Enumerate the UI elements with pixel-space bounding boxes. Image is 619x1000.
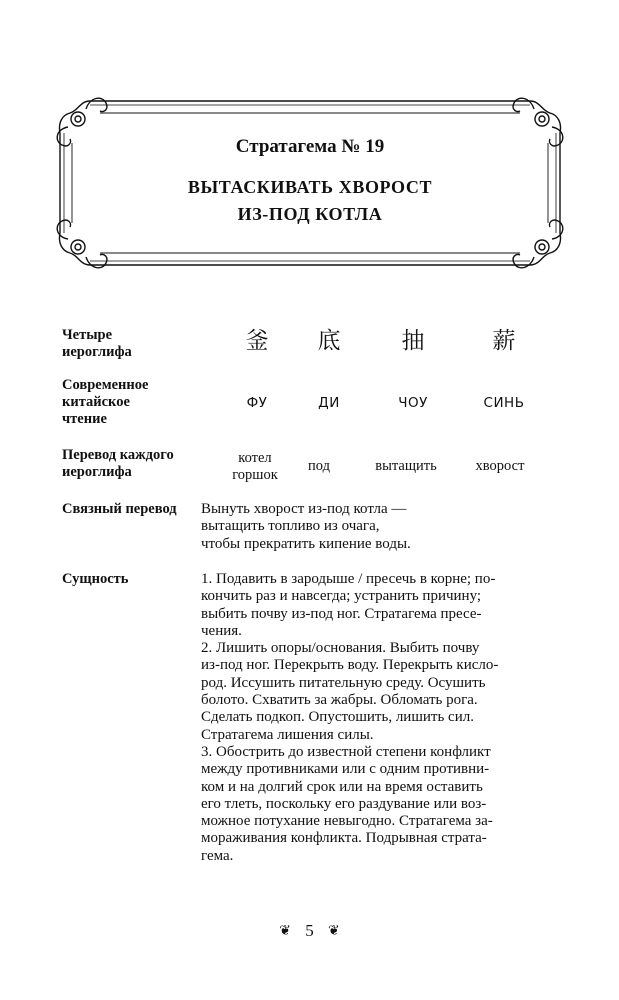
text-line: чения. bbox=[201, 622, 242, 639]
flourish-left-icon: ❦ bbox=[279, 923, 291, 940]
essence-text bbox=[201, 571, 531, 865]
reading: СИНЬ bbox=[483, 395, 525, 411]
hieroglyph: 薪 bbox=[492, 328, 516, 354]
page-number: 5 bbox=[305, 921, 314, 941]
label-line: иероглифа bbox=[62, 344, 132, 360]
title-line: ИЗ-ПОД КОТЛА bbox=[237, 204, 383, 224]
translation-line: горшок bbox=[232, 467, 278, 483]
stratagem-title bbox=[100, 174, 520, 228]
text-line: между противниками или с одним противни- bbox=[201, 761, 490, 778]
translation: под bbox=[308, 458, 330, 474]
text-line: Сделать подкоп. Опустошить, лишить сил. bbox=[201, 709, 474, 726]
text-line: мораживания конфликта. Подрывная страта- bbox=[201, 830, 487, 847]
translation: хворост bbox=[475, 458, 525, 474]
translation: вытащить bbox=[375, 458, 437, 474]
reading: ЧОУ bbox=[398, 395, 428, 411]
translation-line: котел bbox=[238, 450, 272, 466]
reading: ДИ bbox=[318, 395, 340, 411]
label-line: Перевод каждого bbox=[62, 447, 174, 463]
hieroglyph: 釜 bbox=[245, 328, 269, 354]
text-line: кончить раз и навсегда; устранить причину; bbox=[201, 588, 482, 605]
text-line: его тлеть, поскольку его раздувание или воз- bbox=[201, 795, 487, 812]
text-line: чтобы прекратить кипение воды. bbox=[201, 535, 411, 552]
translations-label bbox=[62, 447, 197, 481]
text-line: 3. Обострить до известной степени конфликт bbox=[201, 743, 491, 760]
connected-translation-label: Связный перевод bbox=[62, 501, 177, 517]
hieroglyph: 底 bbox=[317, 328, 341, 354]
text-line: вытащить топливо из очага, bbox=[201, 518, 380, 535]
text-line: Стратагема лишения силы. bbox=[201, 726, 374, 743]
page-footer bbox=[0, 920, 619, 941]
title-block bbox=[100, 136, 520, 228]
text-line: выбить почву из-под ног. Стратагема пресе- bbox=[201, 605, 482, 622]
hieroglyph: 抽 bbox=[401, 328, 425, 354]
text-line: ком и на долгий срок или на время оставить bbox=[201, 778, 483, 795]
text-line: 2. Лишить опоры/основания. Выбить почву bbox=[201, 640, 480, 657]
text-line: 1. Подавить в зародыше / пресечь в корне; по- bbox=[201, 571, 496, 587]
stratagem-number: Стратагема № 19 bbox=[235, 136, 385, 157]
reading: ФУ bbox=[246, 395, 268, 411]
connected-translation-text bbox=[201, 501, 531, 553]
label-line: китайское bbox=[62, 394, 130, 410]
text-line: из-под ног. Перекрыть воду. Перекрыть кисло- bbox=[201, 657, 499, 674]
label-line: чтение bbox=[62, 411, 107, 427]
essence-label: Сущность bbox=[62, 571, 129, 587]
text-line: гема. bbox=[201, 847, 234, 864]
text-line: болото. Схватить за жабры. Обломать рога. bbox=[201, 692, 478, 709]
flourish-right-icon: ❦ bbox=[328, 923, 340, 940]
label-line: Четыре bbox=[62, 327, 113, 343]
readings-label bbox=[62, 377, 197, 428]
hieroglyphs-label bbox=[62, 327, 197, 361]
label-line: иероглифа bbox=[62, 464, 132, 480]
title-line: ВЫТАСКИВАТЬ ХВОРОСТ bbox=[187, 177, 433, 197]
text-line: род. Иссушить питательную среду. Осушить bbox=[201, 674, 486, 691]
text-line: Вынуть хворост из-под котла — bbox=[201, 501, 407, 517]
text-line: можное потухание невыгодно. Стратагема за- bbox=[201, 813, 493, 830]
label-line: Современное bbox=[62, 377, 149, 393]
